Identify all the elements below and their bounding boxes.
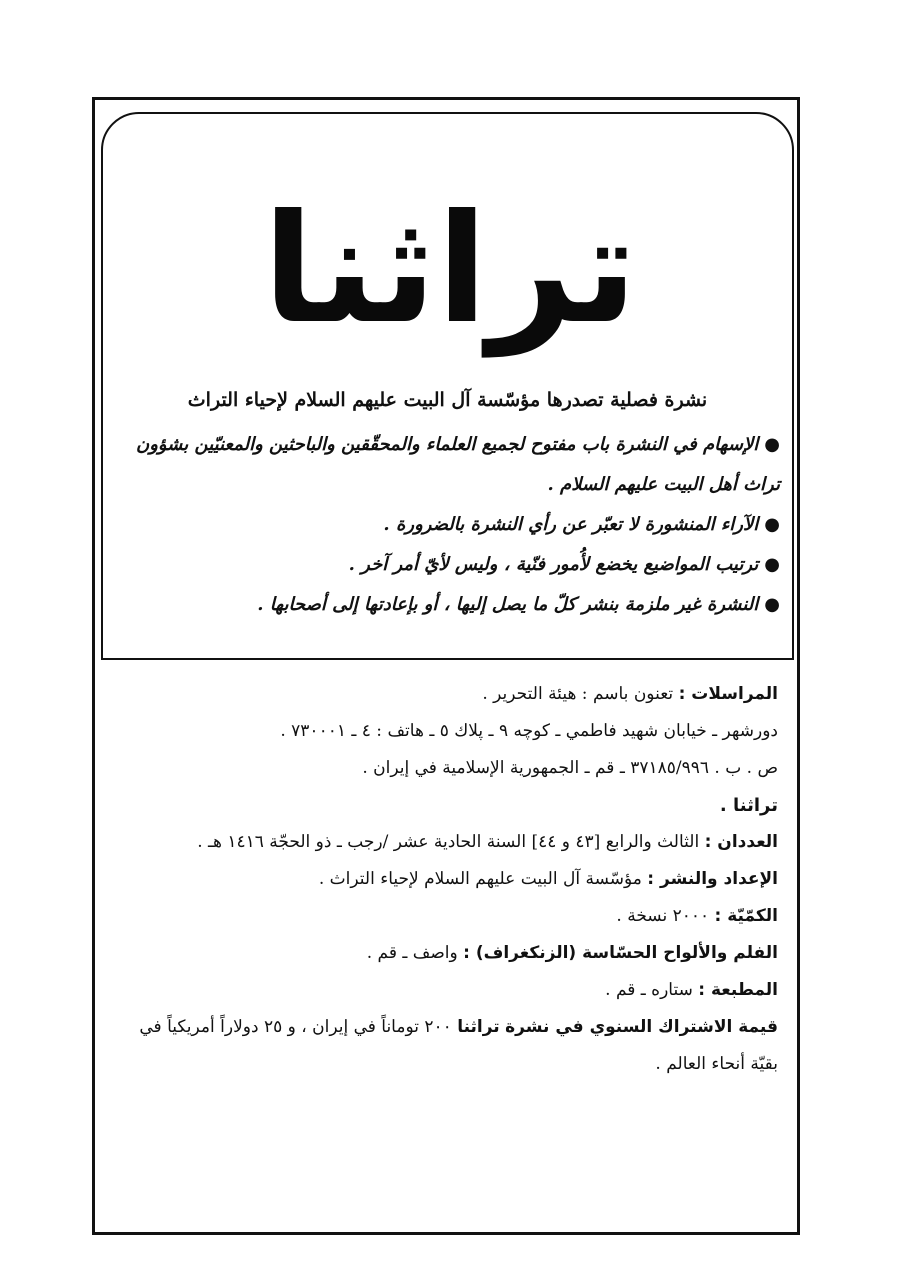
quantity-value: ٢٠٠٠ نسخة .: [616, 906, 710, 926]
press-label: المطبعة :: [698, 980, 778, 1000]
issues-label: العددان :: [704, 832, 778, 852]
films-row: [118, 935, 778, 972]
subscription-value: ٢٠٠ توماناً في إيران ، و ٢٥ دولاراً أمريكياً في بقيّة أنحاء العالم .: [139, 1017, 778, 1074]
subtitle: نشرة فصلية تصدرها مؤسّسة آل البيت عليهم السلام لإحياء التراث: [187, 389, 708, 411]
bullet-item: [115, 425, 780, 505]
publisher-value: مؤسّسة آل البيت عليهم السلام لإحياء التراث .: [318, 869, 642, 889]
bullet-item: [115, 585, 780, 625]
films-label: الفلم والألواح الحسّاسة (الزنكغراف) :: [463, 943, 778, 963]
pobox-row: ص . ب . ٣٧١٨٥/٩٩٦ ـ قم ـ الجمهورية الإسلامية في إيران .: [362, 758, 778, 778]
bullet-text: الآراء المنشورة لا تعبّر عن رأي النشرة بالضرورة .: [383, 514, 759, 535]
bullet-item: [115, 505, 780, 545]
address-row: دورشهر ـ خيابان شهيد فاطمي ـ كوچه ٩ ـ پلاك ٥ ـ هاتف : ٤ ـ ٧٣٠٠٠١ .: [280, 721, 778, 741]
journal-logo: [250, 170, 650, 370]
bullet-icon: ●: [764, 514, 780, 535]
logo-text: تراثنا: [262, 183, 638, 357]
correspondence-label: المراسلات :: [678, 684, 778, 704]
bullet-icon: ●: [764, 434, 780, 455]
quantity-row: [118, 898, 778, 935]
header-notes: [115, 385, 780, 625]
issues-row: [118, 824, 778, 861]
subscription-journal: تراثنا: [457, 1017, 500, 1037]
publisher-row: [118, 861, 778, 898]
publisher-label: الإعداد والنشر :: [647, 869, 778, 889]
bullet-icon: ●: [764, 554, 780, 575]
quantity-label: الكمّيّة :: [714, 906, 778, 926]
bullet-text: النشرة غير ملزمة بنشر كلّ ما يصل إليها ، أو بإعادتها إلى أصحابها .: [257, 594, 759, 615]
correspondence-row: [118, 676, 778, 713]
press-row: [118, 972, 778, 1009]
issues-value: الثالث والرابع [٤٣ و ٤٤] السنة الحادية عشر /رجب ـ ذو الحجّة ١٤١٦ هـ .: [197, 832, 700, 852]
bullet-item: [115, 545, 780, 585]
bullet-text: الإسهام في النشرة باب مفتوح لجميع العلماء والمحقّقين والباحثين والمعنيّين بشؤون تراث أهل البيت عليهم السلام .: [135, 434, 780, 495]
journal-name-row: تراثنا .: [719, 795, 778, 816]
films-value: واصف ـ قم .: [366, 943, 458, 963]
subscription-label: قيمة الاشتراك السنوي في نشرة: [505, 1017, 778, 1037]
correspondence-value: تعنون باسم : هيئة التحرير .: [482, 684, 674, 704]
press-value: ستاره ـ قم .: [605, 980, 693, 1000]
bullet-icon: ●: [764, 594, 780, 615]
bullet-text: ترتيب المواضيع يخضع لأُمور فنّية ، وليس لأيّ أمر آخر .: [348, 554, 759, 575]
subscription-row: [118, 1009, 778, 1083]
publication-info: [118, 676, 778, 1083]
